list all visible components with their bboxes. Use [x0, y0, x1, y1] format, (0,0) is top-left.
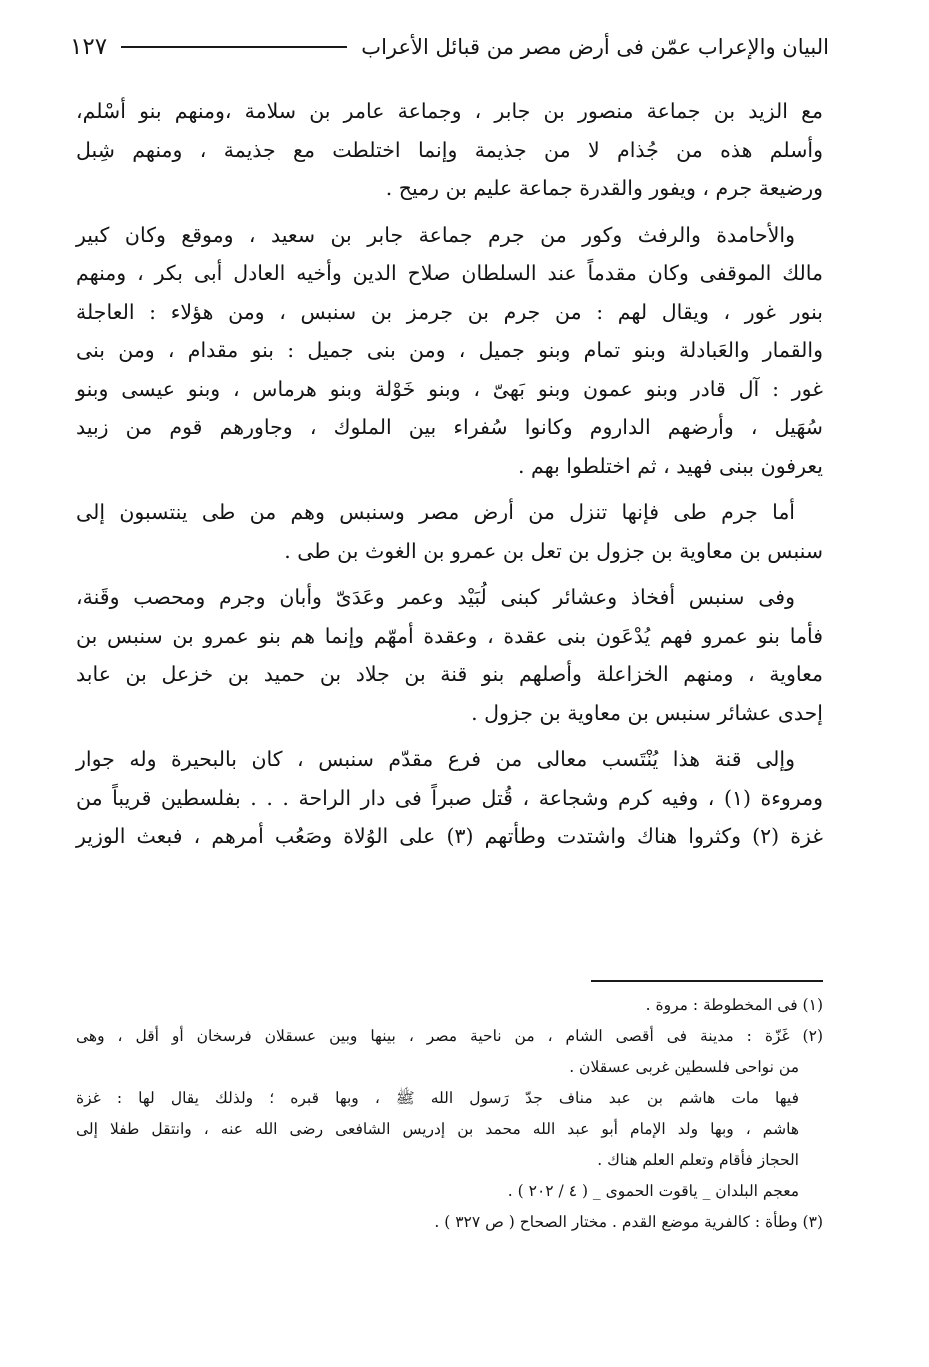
text-line: مع الزيد بن جماعة منصور بن جابر ، وجماعة عامر بن سلامة ،ومنهم بنو أسْلم، — [76, 99, 823, 123]
footnote-line: هاشم ، وبها ولد الإمام أبو عبد الله محمد بن إدريس الشافعى رضى الله عنه ، وانتقل طفلا إلى — [76, 1120, 799, 1138]
main-text — [76, 92, 823, 864]
paragraph-2 — [76, 216, 823, 486]
paragraph-5 — [76, 740, 823, 856]
footnote-line: (١) فى المخطوطة : مروة . — [645, 996, 823, 1014]
text-line: أما جرم طى فإنها تنزل من أرض مصر وسنبس وهم من طى ينتسبون إلى — [76, 500, 795, 524]
text-line: يعرفون ببنى فهيد ، ثم اختلطوا بهم . — [517, 453, 823, 478]
footnote-2-continued — [76, 1083, 823, 1176]
paragraph-4 — [76, 578, 823, 732]
text-line: والقمار والعَبادلة وبنو تمام وبنو جميل ، ومن بنى جميل : بنو مقدام ، ومن بنى — [76, 338, 823, 362]
text-line: بنور غور ، ويقال لهم : من جرم بن جرمز بن سنبس ، ومن هؤلاء : العاجلة — [76, 299, 823, 324]
text-line: والأحامدة والرفث وكور من جرم جماعة جابر بن سعيد ، وموقع وكان كبير — [76, 222, 795, 247]
text-line: غزة (٢) وكثروا هناك واشتدت وطأتهم (٣) على الوُلاة وصَعُب أمرهم ، فبعث الوزير — [76, 824, 823, 848]
footnote-line: (٣) وطأة : كالفرية موضع القدم . مختار الصحاح ( ص ٣٢٧ ) . — [434, 1213, 823, 1231]
footnote-line: (٢) غَزّة : مدينة فى أقصى الشام ، من ناحية مصر ، بينها وبين عسقلان فرسخان أو أقل ، وهى — [76, 1027, 823, 1045]
footnote-line: فيها مات هاشم بن عبد مناف جدّ رَسول الله ﷺ ، وبها قبره ؛ ولذلك يقال لها : غزة — [76, 1089, 799, 1107]
text-line: مالك الموقفى وكان مقدماً عند السلطان صلاح الدين وأخيه العادل أبى بكر ، ومنهم — [76, 261, 823, 285]
footnotes — [76, 990, 823, 1238]
text-line: وأسلم هذه من جُذام لا من جذيمة وإنما اختلطت مع جذيمة ، ومنهم شِبل — [76, 137, 823, 162]
text-line: ورضيعة جرم ، ويفور والقدرة جماعة عليم بن رميح . — [385, 176, 823, 200]
text-line: سُهَيل ، وأرضهم الداروم وكانوا سُفراء بين الملوك ، وجاورهم قوم من زبيد — [76, 415, 823, 439]
text-line: إحدى عشائر سنبس بن معاوية بن جزول . — [471, 700, 823, 725]
page-number: ١٢٧ — [70, 34, 108, 60]
text-line: غور : آل قادر وبنو عمون وبنو بَهىّ ، وبنو خَوْلة وبنو هرماس ، وبنو عيسى وبنو — [76, 376, 823, 401]
footnote-rule — [591, 980, 823, 982]
paragraph-1 — [76, 92, 823, 208]
footnote-line: معجم البلدان _ ياقوت الحموى _ ( ٤ / ٢٠٢ ) . — [507, 1182, 799, 1200]
text-line: ومروءة (١) ، وفيه كرم وشجاعة ، قُتل صبراً فى دار الراحة . . . بفلسطين قريباً من — [76, 785, 823, 810]
paragraph-3 — [76, 493, 823, 570]
footnote-2 — [76, 1021, 823, 1083]
text-line: وفى سنبس أفخاذ وعشائر كبنى لُبَيْد وعمر وعَدَىّ وأبان وجرم ومحصب وقَنة، — [76, 585, 795, 609]
running-title: البيان والإعراب عمّن فى أرض مصر من قبائل الأعراب — [361, 35, 829, 59]
footnote-line: الحجاز فأقام وتعلم العلم هناك . — [597, 1151, 799, 1169]
footnote-1 — [76, 990, 823, 1021]
footnote-3 — [76, 1207, 823, 1238]
footnote-line: من نواحى فلسطين غربى عسقلان . — [569, 1058, 799, 1076]
running-header — [70, 30, 829, 64]
text-line: فأما بنو عمرو فهم يُدْعَون بنى عقدة ، وعقدة أمهّم وإنما هم بنو عمرو بن سنبس بن — [76, 623, 823, 648]
text-line: سنبس بن معاوية بن جزول بن تعل بن عمرو بن الغوث بن طى . — [284, 538, 823, 563]
footnote-2-source — [76, 1176, 823, 1207]
text-line: وإلى قنة هذا يُنْتَسب معالى من فرع مقدّم سنبس ، كان بالبحيرة وله جوار — [76, 747, 795, 771]
header-rule — [121, 46, 347, 48]
text-line: معاوية ، ومنهم الخزاعلة وأصلهم بنو قنة بن جلاد بن حميد بن خزعل بن عابد — [76, 662, 823, 686]
